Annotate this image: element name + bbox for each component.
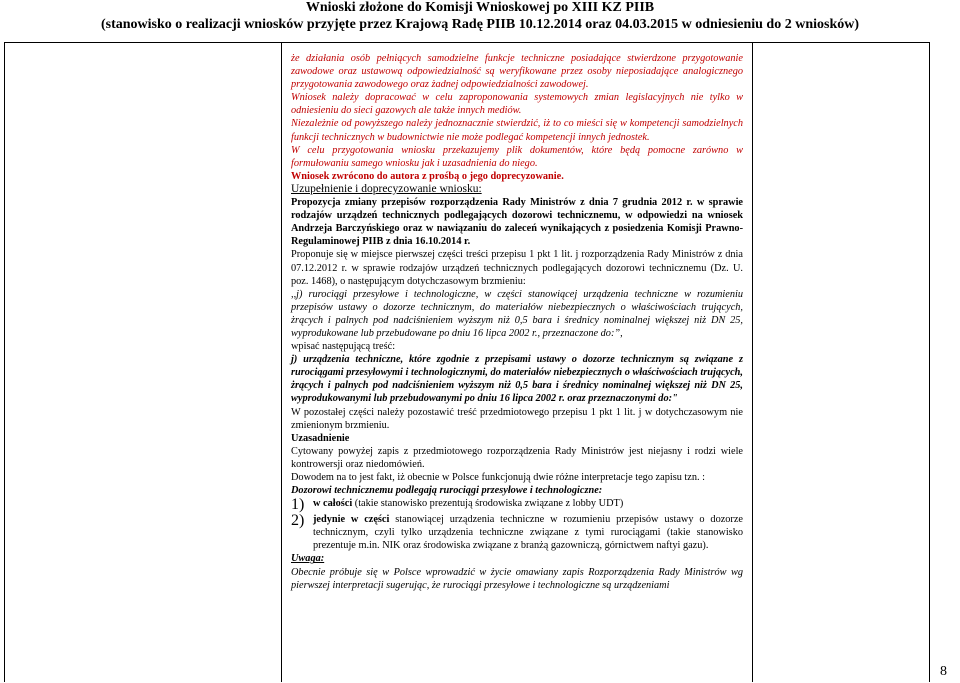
list-text: stanowiącej urządzenia techniczne w rozumieniu przepisów ustawy o dozorze technicznym, czyli tylko urządzenia techniczne związane z tymi rurociągami (takie stanowisko prezentuje m.in. NIK oraz środowiska związane z branżą gazowniczą, górnictwem naftyi gazu). [313, 514, 744, 552]
list-item [291, 497, 743, 513]
list-item [291, 513, 743, 552]
note-heading: Uwaga: [291, 553, 325, 565]
page-number: 8 [940, 664, 947, 679]
table-column-divider [752, 42, 753, 682]
paragraph: Wniosek należy dopracować w celu zaproponowania systemowych zmian legislacyjnych nie tylko w odniesieniu do sieci gazowych ale także innych mediów. [291, 92, 743, 117]
paragraph: W celu przygotowania wniosku przekazujemy plik dokumentów, które będą pomocne zarówno w formułowaniu samego wniosku jak i uzasadnienia do niego. [291, 144, 743, 169]
paragraph: Niezależnie od powyższego należy jednoznacznie stwierdzić, iż to co mieści się w kompetencji samodzielnych funkcji technicznych w budownictwie nie może podlegać kompetencji innych jednostek. [291, 118, 743, 143]
proposed-provision: j) urządzenia techniczne, które zgodnie z przepisami ustawy o dozorze technicznym są związane z rurociągami przesyłowymi i technologicznymi, do materiałów niebezpiecznych o właściwościach trujących, żrących i palnych pod nadciśnieniem wyższym niż 0,5 bara i średnicy nominalnej większej niż DN 25, wyprodukowanymi lub przebudowanymi po dniu 16 lipca 2002 r. oraz przeznaczonymi do:" [291, 354, 743, 405]
list-emphasis: w całości [313, 498, 353, 510]
paragraph: Propozycja zmiany przepisów rozporządzenia Rady Ministrów z dnia 7 grudnia 2012 r. w sprawie rodzajów urządzeń technicznych podlegających dozorowi technicznemu, w odpowiedzi na wniosek Andrzeja Barczyńskiego oraz w nawiązaniu do zaleceń wynikających z posiedzenia Komisji Prawno-Regulaminowej PIIB z dnia 16.10.2014 r. [291, 197, 743, 248]
section-heading: Uzupełnienie i doprecyzowanie wniosku: [291, 182, 482, 195]
list-text: (takie stanowisko prezentują środowiska związane z lobby UDT) [352, 498, 624, 510]
paragraph: W pozostałej części należy pozostawić treść przedmiotowego przepisu 1 pkt 1 lit. j w dotychczasowym nie zmienionym brzmieniu. [291, 406, 743, 431]
list-number: 1) [291, 496, 305, 514]
table-border-right [929, 42, 930, 682]
paragraph: Cytowany powyżej zapis z przedmiotowego rozporządzenia Rady Ministrów jest niejasny i rodzi wiele kontrowersji oraz niedomówień. [291, 445, 743, 470]
document-subtitle: (stanowisko o realizacji wniosków przyjęte przez Krajową Radę PIIB 10.12.2014 oraz 04.03.2015 w odniesieniu do 2 wniosków) [100, 17, 860, 32]
paragraph: Dowodem na to jest fakt, iż obecnie w Polsce funkcjonują dwie różne interpretacje tego zapisu tzn. : [291, 472, 706, 483]
paragraph: Dozorowi technicznemu podlegają rurociągi przesyłowe i technologiczne: [291, 485, 603, 497]
table-column-divider [281, 42, 282, 682]
section-heading: Uzasadnienie [291, 432, 350, 444]
list-emphasis: jedynie w części [313, 514, 390, 526]
paragraph: Proponuje się w miejsce pierwszej części treści przepisu 1 pkt 1 lit. j rozporządzenia Rady Ministrów z dnia 07.12.2012 r. w sprawie rodzajów urządzeń technicznych podlegających dozorowi technicznemu (Dz. U. poz. 1468), o następującym dotychczasowym brzmieniu: [291, 249, 743, 287]
paragraph: wpisać następującą treść: [291, 341, 396, 353]
paragraph: że działania osób pełniących samodzielne funkcje techniczne posiadające stwierdzone przygotowanie zawodowe oraz ustawową odpowiedzialność są weryfikowane przez osoby nieposiadające analogicznego przygotowania zawodowego oraz żadnej odpowiedzialności zawodowej. [291, 53, 743, 91]
quoted-provision: ,,j) rurociągi przesyłowe i technologiczne, w części stanowiącej urządzenia techniczne w rozumieniu przepisów ustawy o dozorze technicznym, do materiałów niebezpiecznych o właściwościach trujących, żrących i palnych pod nadciśnieniem wyższym niż 0,5 bara i średnicy nominalnej większej niż DN 25, wyprodukowane lub przebudowane po dniu 16 lipca 2002 r., przeznaczone do:”, [291, 288, 743, 339]
document-title: Wnioski złożone do Komisji Wnioskowej po XIII KZ PIIB [305, 0, 655, 15]
document-header [0, 0, 960, 33]
response-cell [291, 52, 743, 592]
list-number: 2) [291, 512, 305, 530]
table-border-left [4, 42, 5, 682]
paragraph: Obecnie próbuje się w Polsce wprowadzić w życie omawiany zapis Rozporządzenia Rady Ministrów wg pierwszej interpretacji sugerując, że rurociągi przesyłowe i technologiczne są urządzeniami [291, 566, 743, 591]
paragraph-status: Wniosek zwrócono do autora z prośbą o jego doprecyzowanie. [291, 170, 564, 182]
